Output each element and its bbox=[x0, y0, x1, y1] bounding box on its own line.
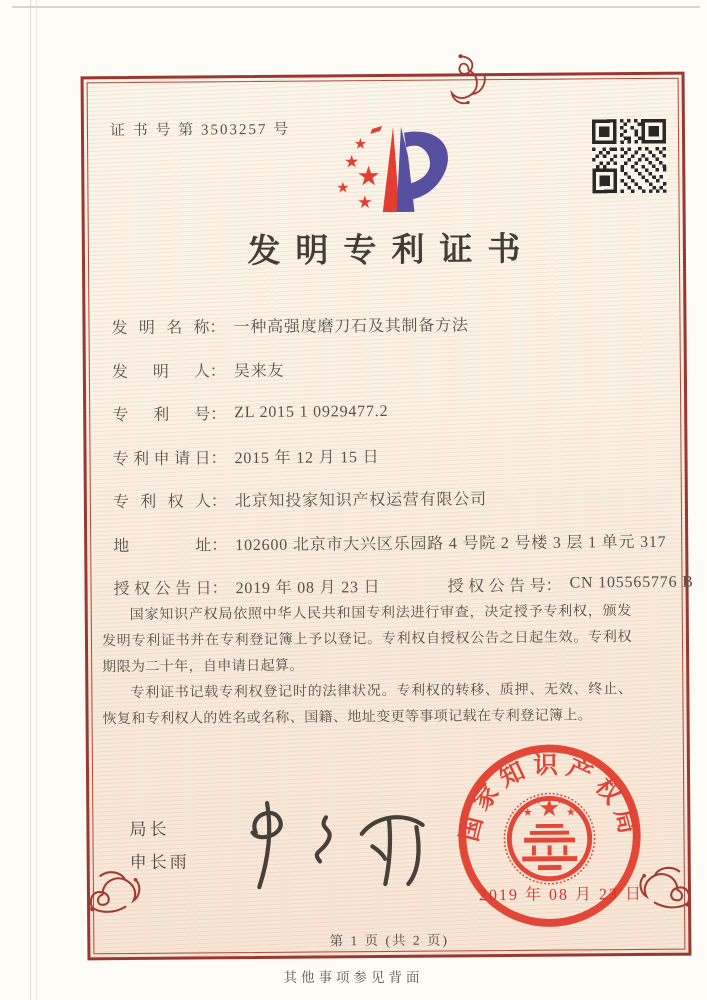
flourish-ornament-icon bbox=[434, 46, 508, 120]
certificate-number: 证 书 号 第 3503257 号 bbox=[109, 121, 291, 140]
field-value: ZL 2015 1 0929477.2 bbox=[234, 402, 389, 421]
field-value: 一种高强度磨刀石及其制备方法 bbox=[233, 317, 469, 337]
field-value: 102600 北京市大兴区乐园路 4 号院 2 号楼 3 层 1 单元 317 bbox=[235, 533, 667, 554]
field-colon: ： bbox=[211, 579, 228, 597]
field-label: 专利权人 bbox=[112, 493, 211, 512]
legal-text bbox=[102, 599, 633, 733]
seal-org-text: 国家知识产权局 bbox=[456, 752, 644, 845]
field-label: 发明人 bbox=[111, 363, 210, 381]
field-label: 专利申请日 bbox=[112, 450, 211, 468]
field-row-patentee bbox=[113, 475, 673, 523]
field-colon: ： bbox=[210, 493, 227, 511]
field-colon: ： bbox=[209, 363, 226, 381]
field-label: 地址 bbox=[113, 537, 212, 555]
field-colon: ： bbox=[209, 319, 226, 337]
field-colon: ： bbox=[210, 450, 227, 468]
signer-title-label: 局长 bbox=[129, 819, 170, 840]
national-emblem-icon bbox=[504, 793, 595, 884]
qr-code-icon bbox=[592, 119, 667, 194]
grant-number-label: 授权公告号 bbox=[447, 577, 546, 596]
field-row-address bbox=[113, 518, 673, 566]
field-value: 吴来友 bbox=[233, 362, 285, 380]
field-list bbox=[111, 301, 673, 566]
field-row-filing-date bbox=[112, 431, 672, 479]
paper-edge-line bbox=[36, 0, 37, 1000]
field-value: 北京知投家知识产权运营有限公司 bbox=[234, 491, 487, 511]
legal-paragraph: 国家知识产权局依照中华人民共和国专利法进行审查，决定授予专利权，颁发发明专利证书并在专利登记簿上予以登记。专利权自授权公告之日起生效。专利权期限为二十年，自申请日起算。 bbox=[101, 604, 633, 676]
paper-edge-line bbox=[30, 0, 31, 1000]
legal-paragraph: 专利证书记载专利权登记时的法律状况。专利权的转移、质押、无效、终止、恢复和专利权人的姓名或名称、国籍、地址变更等事项记载在专利登记簿上。 bbox=[102, 682, 633, 728]
signer-name-label: 申长雨 bbox=[129, 852, 190, 873]
signature-handwriting bbox=[229, 789, 440, 896]
grant-number-cell bbox=[447, 571, 693, 596]
grant-number-value: CN 105565776 B bbox=[569, 573, 694, 592]
seal-date: 2019 年 08 月 23 日 bbox=[478, 885, 644, 905]
field-label: 专利号 bbox=[112, 406, 211, 425]
page-number: 第 1 页 (共 2 页) bbox=[329, 932, 450, 949]
scanner-edge-line bbox=[12, 6, 700, 8]
field-label: 发明名称 bbox=[111, 319, 210, 338]
field-colon: ： bbox=[545, 577, 562, 595]
field-row-invention-name bbox=[111, 301, 671, 349]
certificate-frame bbox=[81, 72, 692, 961]
back-note: 其他事项参见背面 bbox=[283, 970, 424, 985]
field-colon: ： bbox=[210, 406, 227, 424]
field-value: 2015 年 12 月 15 日 bbox=[234, 448, 380, 467]
grant-date-value: 2019 年 08 月 23 日 bbox=[235, 578, 381, 597]
cnipa-logo-icon bbox=[330, 112, 471, 227]
field-colon: ： bbox=[211, 536, 228, 555]
field-row-inventor bbox=[112, 344, 672, 392]
certificate-title: 发明专利证书 bbox=[247, 231, 536, 271]
field-row-patent-number bbox=[112, 388, 672, 436]
grant-date-label: 授权公告日 bbox=[113, 579, 212, 598]
grant-date-cell bbox=[113, 573, 447, 599]
